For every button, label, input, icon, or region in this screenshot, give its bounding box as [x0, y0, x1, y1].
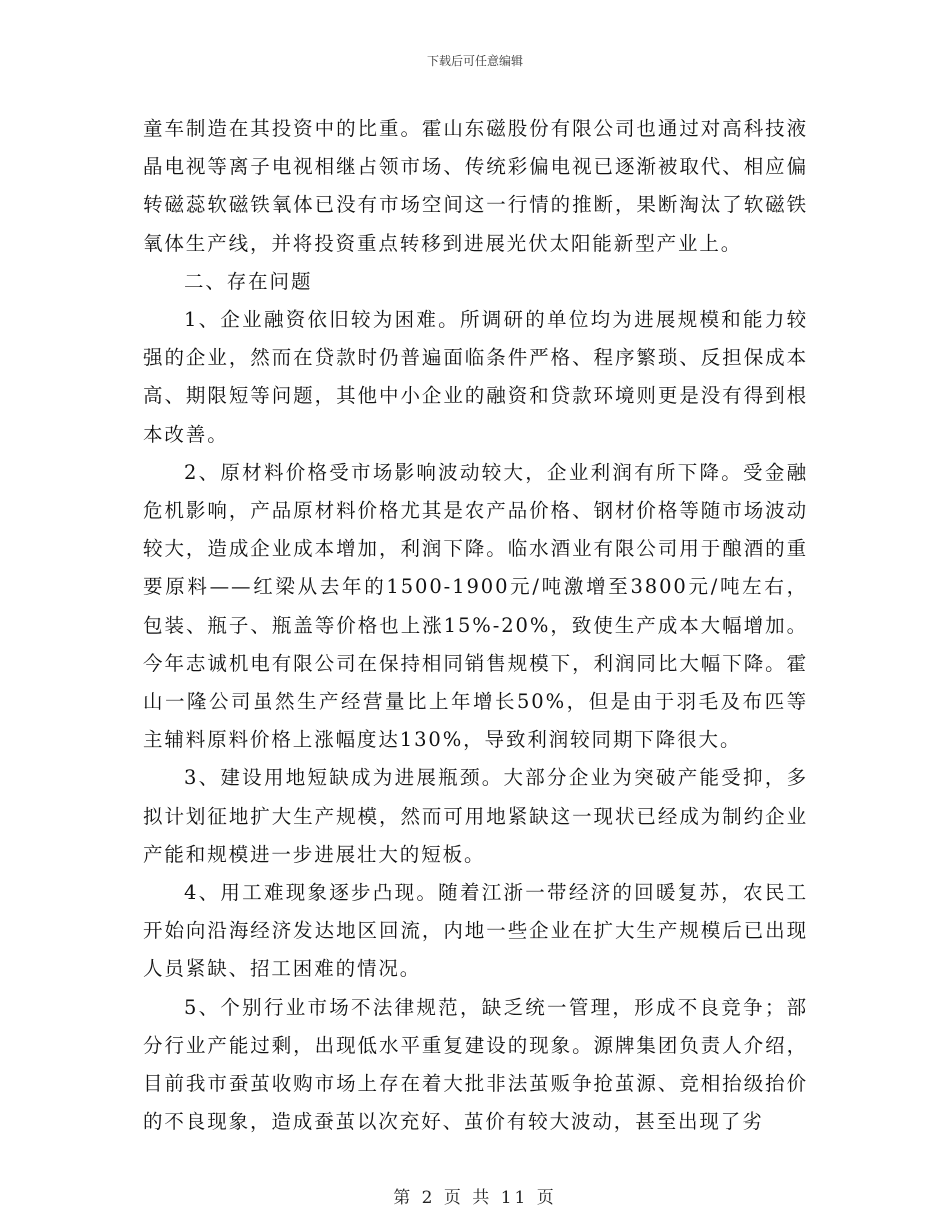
- document-body: [143, 110, 808, 1141]
- paragraph: 3、建设用地短缺成为进展瓶颈。大部分企业为突破产能受抑，多拟计划征地扩大生产规模，然而可用地紧缺这一现状已经成为制约企业产能和规模进一步进展壮大的短板。: [143, 766, 808, 866]
- page-header: 下载后可任意编辑: [426, 54, 523, 68]
- paragraph: 4、用工难现象逐步凸现。随着江浙一带经济的回暖复苏，农民工开始向沿海经济发达地区回流，内地一些企业在扩大生产规模后已出现人员紧缺、招工困难的情况。: [143, 881, 808, 981]
- paragraph: 5、个别行业市场不法律规范，缺乏统一管理，形成不良竞争；部分行业产能过剩，出现低水平重复建设的现象。源牌集团负责人介绍，目前我市蚕茧收购市场上存在着大批非法茧贩争抢茧源、竞相抬级抬价的不良现象，造成蚕茧以次充好、茧价有较大波动，甚至出现了劣: [143, 995, 808, 1134]
- page-footer: 第 2 页 共 11 页: [393, 1188, 557, 1208]
- paragraph: 童车制造在其投资中的比重。霍山东磁股份有限公司也通过对高科技液晶电视等离子电视相继占领市场、传统彩偏电视已逐渐被取代、相应偏转磁蕊软磁铁氧体已没有市场空间这一行情的推断，果断淘汰了软磁铁氧体生产线，并将投资重点转移到进展光伏太阳能新型产业上。: [143, 117, 808, 255]
- paragraph: 2、原材料价格受市场影响波动较大，企业利润有所下降。受金融危机影响，产品原材料价格尤其是农产品价格、钢材价格等随市场波动较大，造成企业成本增加，利润下降。临水酒业有限公司用于酿酒的重要原料——红梁从去年的1500-1900元/吨激增至3800元/吨左右，包装、瓶子、瓶盖等价格也上涨15%-20%，致使生产成本大幅增加。今年志诚机电有限公司在保持相同销售规模下，利润同比大幅下降。霍山一隆公司虽然生产经营量比上年增长50%，但是由于羽毛及布匹等主辅料原料价格上涨幅度达130%，导致利润较同期下降很大。: [143, 460, 808, 752]
- paragraph: 1、企业融资依旧较为困难。所调研的单位均为进展规模和能力较强的企业，然而在贷款时仍普遍面临条件严格、程序繁琐、反担保成本高、期限短等问题，其他中小企业的融资和贷款环境则更是没有得到根本改善。: [143, 308, 808, 446]
- section-heading: 二、存在问题: [183, 269, 313, 293]
